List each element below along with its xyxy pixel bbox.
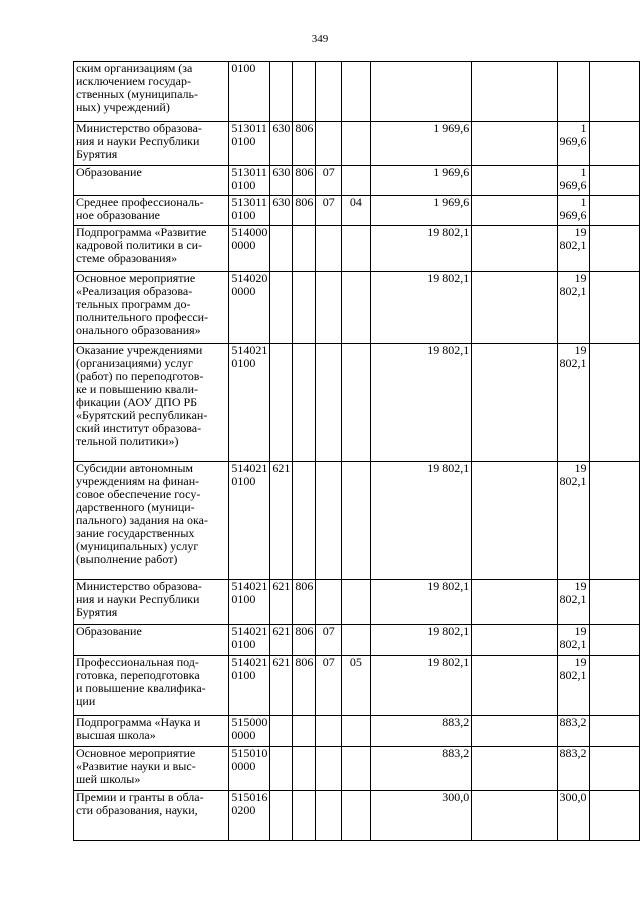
row-code-cell [229, 196, 270, 226]
row-podrazdel-cell [342, 166, 371, 196]
row-code-line: 515016 [231, 790, 268, 804]
table-row [74, 791, 640, 841]
row-name-line: Премии и гранты в обла- [76, 790, 204, 804]
row-name-line: совое обеспечение госу- [76, 487, 201, 501]
row-name-line: (муниципальных) услуг [76, 539, 199, 553]
row-amount-1-cell: 19 802,1 [370, 344, 472, 462]
row-name-line: (организациями) услуг [76, 356, 193, 370]
row-name-line: ке и повышению квали- [76, 382, 198, 396]
row-vid-cell: 621 [270, 656, 293, 716]
row-amount-1-cell: 19 802,1 [370, 580, 472, 625]
row-code-line: 0000 [231, 728, 256, 742]
row-code-line: 0000 [231, 238, 256, 252]
row-amount-1-cell [370, 62, 472, 122]
row-code-cell [229, 272, 270, 344]
row-code-cell [229, 122, 270, 166]
row-code-line: 515000 [231, 715, 268, 729]
row-amount-2-cell: 883,2 [557, 747, 589, 791]
row-name-line: Бурятия [76, 147, 118, 161]
row-name-line: Подпрограмма «Развитие [76, 225, 207, 239]
row-amount-2-cell: 19 802,1 [557, 344, 589, 462]
row-code-cell [229, 716, 270, 747]
row-ved-cell: 806 [293, 196, 316, 226]
row-amount-2-cell: 300,0 [557, 791, 589, 841]
row-name-line: ственных (муниципаль- [76, 87, 198, 101]
row-name-line: Образование [76, 165, 142, 179]
table-row [74, 122, 640, 166]
row-ved-cell [293, 747, 316, 791]
table-row [74, 196, 640, 226]
row-empty-cell [472, 625, 557, 656]
row-podrazdel-cell [342, 625, 371, 656]
row-code-line: 514020 [231, 271, 268, 285]
row-ved-cell [293, 716, 316, 747]
row-empty-cell [589, 272, 640, 344]
row-empty-cell [589, 62, 640, 122]
row-code-cell [229, 166, 270, 196]
row-amount-1-cell: 300,0 [370, 791, 472, 841]
row-code-line: 0100 [231, 178, 256, 192]
row-razdel-cell [316, 747, 342, 791]
row-ved-cell [293, 344, 316, 462]
row-name-line: ния и науки Республики [76, 592, 200, 606]
row-ved-cell [293, 462, 316, 580]
row-podrazdel-cell [342, 791, 371, 841]
row-razdel-cell: 07 [316, 166, 342, 196]
row-razdel-cell [316, 226, 342, 272]
table-row [74, 166, 640, 196]
table-row [74, 62, 640, 122]
row-vid-cell [270, 716, 293, 747]
row-amount-1-cell: 19 802,1 [370, 656, 472, 716]
row-name-line: стеме образования» [76, 251, 178, 265]
row-name-line: полнительного професси- [76, 310, 209, 324]
row-name-cell [74, 580, 229, 625]
row-empty-cell [589, 580, 640, 625]
row-name-line: (работ) по переподготов- [76, 369, 204, 383]
row-amount-1-cell: 883,2 [370, 716, 472, 747]
row-name-line: тельной политики») [76, 434, 179, 448]
row-code-cell [229, 580, 270, 625]
page-number: 349 [311, 33, 329, 45]
row-amount-1-cell: 1 969,6 [370, 196, 472, 226]
row-vid-cell [270, 272, 293, 344]
row-amount-1-cell: 19 802,1 [370, 462, 472, 580]
table-row [74, 656, 640, 716]
row-vid-cell: 630 [270, 122, 293, 166]
row-vid-cell: 630 [270, 196, 293, 226]
row-name-cell [74, 272, 229, 344]
row-code-line: 514000 [231, 225, 268, 239]
row-amount-2-cell: 19 802,1 [557, 226, 589, 272]
row-code-cell [229, 462, 270, 580]
row-name-line: «Бурятский республикан- [76, 408, 208, 422]
row-razdel-cell [316, 122, 342, 166]
row-code-cell [229, 747, 270, 791]
row-amount-2-cell: 1 969,6 [557, 122, 589, 166]
row-name-line: Бурятия [76, 605, 118, 619]
row-name-line: фикации (АОУ ДПО РБ [76, 395, 198, 409]
row-name-cell [74, 462, 229, 580]
row-name-cell [74, 196, 229, 226]
row-amount-2-cell: 883,2 [557, 716, 589, 747]
row-name-cell [74, 656, 229, 716]
row-amount-1-cell: 19 802,1 [370, 272, 472, 344]
table-row [74, 272, 640, 344]
row-empty-cell [472, 462, 557, 580]
table-row [74, 344, 640, 462]
row-name-line: зание государственных [76, 526, 195, 540]
row-vid-cell [270, 62, 293, 122]
row-podrazdel-cell: 04 [342, 196, 371, 226]
row-vid-cell: 630 [270, 166, 293, 196]
row-empty-cell [589, 656, 640, 716]
row-code-cell [229, 226, 270, 272]
row-name-line: сти образования, науки, [76, 803, 198, 817]
row-name-line: Основное мероприятие [76, 746, 196, 760]
row-code-cell [229, 344, 270, 462]
row-empty-cell [472, 226, 557, 272]
row-name-line: ное образование [76, 208, 160, 222]
row-empty-cell [589, 166, 640, 196]
row-vid-cell [270, 791, 293, 841]
row-name-line: ским организациям (за [76, 61, 193, 75]
row-code-cell [229, 656, 270, 716]
row-code-line: 0000 [231, 759, 256, 773]
row-razdel-cell [316, 462, 342, 580]
row-vid-cell [270, 747, 293, 791]
row-amount-1-cell: 883,2 [370, 747, 472, 791]
row-name-line: онального образования» [76, 323, 201, 337]
row-ved-cell: 806 [293, 166, 316, 196]
row-code-line: 513011 [231, 195, 267, 209]
row-empty-cell [472, 791, 557, 841]
row-code-line: 513011 [231, 165, 267, 179]
row-amount-2-cell: 1 969,6 [557, 166, 589, 196]
table-row [74, 226, 640, 272]
row-code-line: 0100 [231, 592, 256, 606]
row-razdel-cell [316, 344, 342, 462]
row-empty-cell [589, 625, 640, 656]
row-amount-1-cell: 19 802,1 [370, 625, 472, 656]
row-podrazdel-cell [342, 747, 371, 791]
row-empty-cell [472, 580, 557, 625]
row-empty-cell [472, 344, 557, 462]
row-ved-cell: 806 [293, 122, 316, 166]
row-name-line: Образование [76, 624, 142, 638]
row-amount-2-cell: 19 802,1 [557, 656, 589, 716]
row-name-line: исключением государ- [76, 74, 191, 88]
row-name-line: Министерство образова- [76, 121, 202, 135]
row-amount-2-cell [557, 62, 589, 122]
row-code-cell [229, 625, 270, 656]
row-podrazdel-cell [342, 62, 371, 122]
table-row [74, 747, 640, 791]
row-code-line: 0100 [231, 134, 256, 148]
row-podrazdel-cell [342, 272, 371, 344]
row-razdel-cell: 07 [316, 656, 342, 716]
row-empty-cell [472, 122, 557, 166]
row-code-line: 514021 [231, 343, 268, 357]
row-empty-cell [589, 747, 640, 791]
row-code-line: 513011 [231, 121, 267, 135]
row-empty-cell [589, 344, 640, 462]
row-razdel-cell: 07 [316, 196, 342, 226]
row-podrazdel-cell [342, 344, 371, 462]
row-razdel-cell [316, 716, 342, 747]
row-name-cell [74, 62, 229, 122]
row-code-line: 514021 [231, 655, 268, 669]
row-amount-2-cell: 19 802,1 [557, 272, 589, 344]
row-razdel-cell [316, 580, 342, 625]
row-code-line: 0100 [231, 474, 256, 488]
row-razdel-cell: 07 [316, 625, 342, 656]
row-amount-2-cell: 1 969,6 [557, 196, 589, 226]
row-name-line: дарственного (муници- [76, 500, 195, 514]
row-name-cell [74, 716, 229, 747]
budget-table [73, 61, 640, 841]
row-name-line: «Реализация образова- [76, 284, 193, 298]
table-row [74, 716, 640, 747]
row-name-line: учреждениям на финан- [76, 474, 200, 488]
row-empty-cell [589, 122, 640, 166]
row-ved-cell [293, 791, 316, 841]
row-code-line: 0000 [231, 284, 256, 298]
row-name-line: шей школы» [76, 772, 141, 786]
row-ved-cell: 806 [293, 580, 316, 625]
row-amount-2-cell: 19 802,1 [557, 462, 589, 580]
row-empty-cell [472, 196, 557, 226]
row-name-line: (выполнение работ) [76, 552, 178, 566]
row-code-line: 0200 [231, 803, 256, 817]
row-empty-cell [589, 462, 640, 580]
row-ved-cell: 806 [293, 625, 316, 656]
row-code-line: 0100 [231, 208, 256, 222]
row-name-line: ных) учреждений) [76, 100, 170, 114]
row-name-cell [74, 122, 229, 166]
row-name-line: ский институт образова- [76, 421, 202, 435]
row-podrazdel-cell [342, 716, 371, 747]
row-razdel-cell [316, 62, 342, 122]
row-ved-cell [293, 62, 316, 122]
row-name-line: тельных программ до- [76, 297, 191, 311]
row-name-line: Основное мероприятие [76, 271, 196, 285]
row-name-line: пального) задания на ока- [76, 513, 208, 527]
row-ved-cell [293, 272, 316, 344]
row-name-line: кадровой политики в си- [76, 238, 203, 252]
table-row [74, 580, 640, 625]
row-name-line: ции [76, 694, 96, 708]
row-empty-cell [472, 272, 557, 344]
row-empty-cell [472, 656, 557, 716]
row-empty-cell [472, 747, 557, 791]
row-podrazdel-cell [342, 226, 371, 272]
row-amount-2-cell: 19 802,1 [557, 625, 589, 656]
row-name-cell [74, 166, 229, 196]
row-empty-cell [472, 62, 557, 122]
row-vid-cell: 621 [270, 462, 293, 580]
row-name-line: Субсидии автономным [76, 461, 193, 475]
row-amount-1-cell: 19 802,1 [370, 226, 472, 272]
row-empty-cell [589, 196, 640, 226]
row-code-cell [229, 791, 270, 841]
row-amount-1-cell: 1 969,6 [370, 166, 472, 196]
row-code-line: 0100 [231, 668, 256, 682]
row-name-line: «Развитие науки и выс- [76, 759, 196, 773]
row-name-cell [74, 625, 229, 656]
row-amount-2-cell: 19 802,1 [557, 580, 589, 625]
row-podrazdel-cell [342, 462, 371, 580]
row-podrazdel-cell [342, 580, 371, 625]
row-code-line: 514021 [231, 624, 268, 638]
row-name-line: Министерство образова- [76, 579, 202, 593]
row-name-line: Среднее профессиональ- [76, 195, 204, 209]
row-name-cell [74, 344, 229, 462]
row-name-cell [74, 791, 229, 841]
row-empty-cell [589, 791, 640, 841]
row-name-line: Оказание учреждениями [76, 343, 203, 357]
row-code-line: 0100 [231, 356, 256, 370]
row-name-line: высшая школа» [76, 728, 156, 742]
row-empty-cell [589, 226, 640, 272]
row-vid-cell: 621 [270, 625, 293, 656]
row-code-line: 0100 [231, 637, 256, 651]
row-vid-cell: 621 [270, 580, 293, 625]
row-name-line: и повышение квалифика- [76, 681, 206, 695]
row-empty-cell [472, 716, 557, 747]
row-name-cell [74, 226, 229, 272]
row-code-line: 0100 [231, 61, 256, 75]
table-row [74, 625, 640, 656]
row-razdel-cell [316, 272, 342, 344]
row-ved-cell: 806 [293, 656, 316, 716]
row-podrazdel-cell: 05 [342, 656, 371, 716]
row-code-cell [229, 62, 270, 122]
row-code-line: 515010 [231, 746, 268, 760]
row-podrazdel-cell [342, 122, 371, 166]
row-empty-cell [472, 166, 557, 196]
row-name-line: Профессиональная под- [76, 655, 199, 669]
row-razdel-cell [316, 791, 342, 841]
table-row [74, 462, 640, 580]
row-name-line: ния и науки Республики [76, 134, 200, 148]
row-name-cell [74, 747, 229, 791]
row-name-line: готовка, переподготовка [76, 668, 200, 682]
row-vid-cell [270, 226, 293, 272]
row-empty-cell [589, 716, 640, 747]
row-code-line: 514021 [231, 579, 268, 593]
row-ved-cell [293, 226, 316, 272]
row-code-line: 514021 [231, 461, 268, 475]
row-name-line: Подпрограмма «Наука и [76, 715, 201, 729]
row-amount-1-cell: 1 969,6 [370, 122, 472, 166]
row-vid-cell [270, 344, 293, 462]
